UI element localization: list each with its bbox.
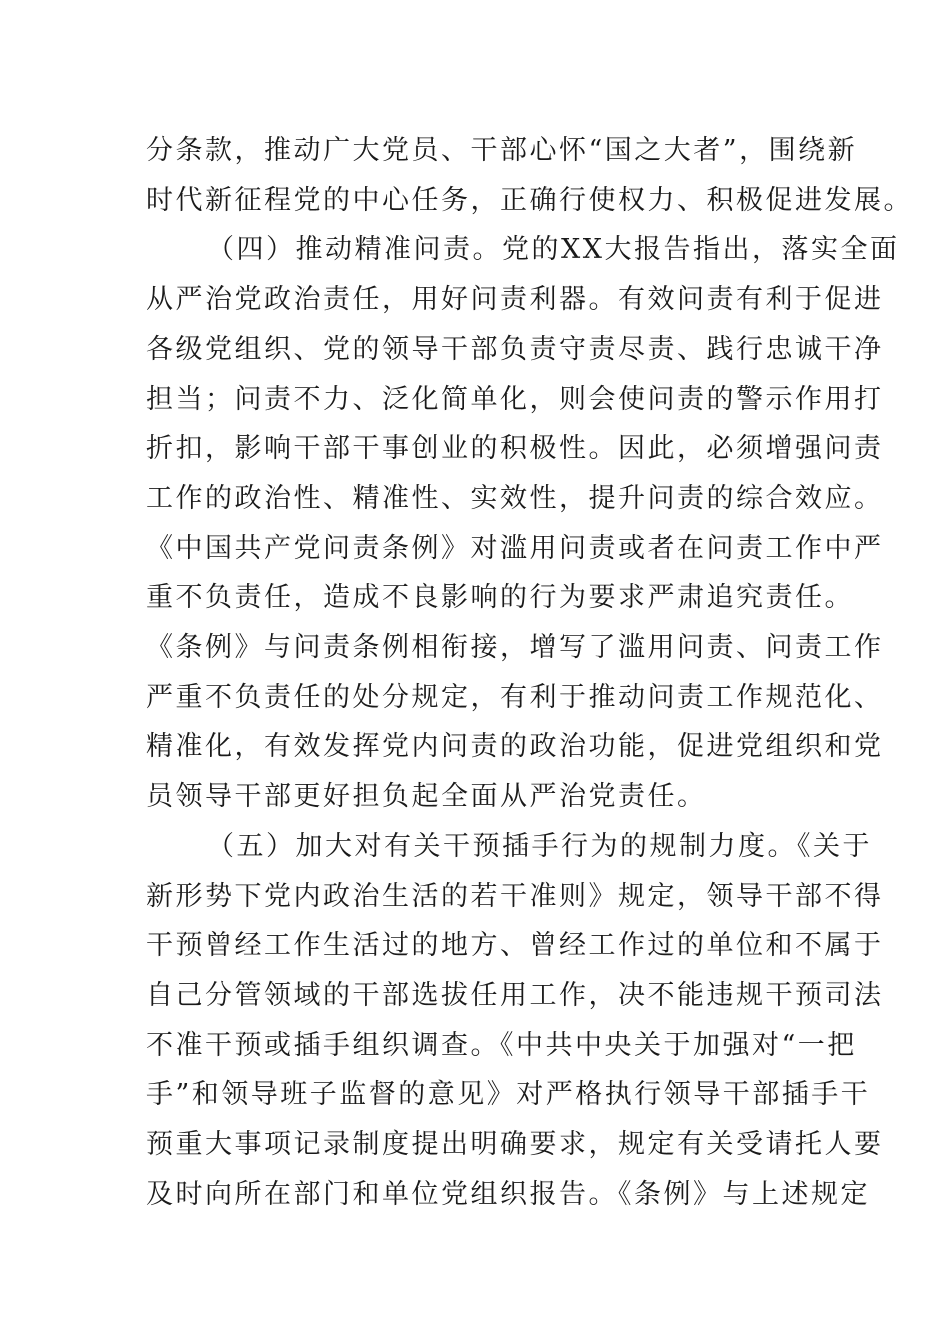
text-line: 担当；问责不力、泛化简单化，则会使问责的警示作用打: [146, 383, 884, 415]
text-line: 时代新征程党的中心任务，正确行使权力、积极促进发展。: [146, 184, 913, 216]
text-line: 重不负责任，造成不良影响的行为要求严肃追究责任。: [146, 582, 854, 614]
text-line: 各级党组织、党的领导干部负责守责尽责、践行忠诚干净: [146, 333, 884, 365]
text-line: 严重不负责任的处分规定，有利于推动问责工作规范化、: [146, 681, 884, 713]
text-line: 从严治党政治责任，用好问责利器。有效问责有利于促进: [146, 284, 884, 316]
paragraph-start-line: （五）加大对有关干预插手行为的规制力度。《关于: [207, 830, 872, 862]
text-line: 自己分管领域的干部选拔任用工作，决不能违规干预司法: [146, 979, 884, 1011]
text-line: 手”和领导班子监督的意见》对严格执行领导干部插手干: [146, 1079, 871, 1111]
text-line: 折扣，影响干部干事创业的积极性。因此，必须增强问责: [146, 433, 884, 465]
text-line: 及时向所在部门和单位党组织报告。《条例》与上述规定: [146, 1178, 870, 1210]
paragraph-start-line: （四）推动精准问责。党的XX大报告指出，落实全面: [207, 234, 900, 266]
text-line: 《中国共产党问责条例》对滥用问责或者在问责工作中严: [146, 532, 884, 564]
text-line: 干预曾经工作生活过的地方、曾经工作过的单位和不属于: [146, 930, 884, 962]
text-line: 员领导干部更好担负起全面从严治党责任。: [146, 781, 707, 813]
text-line: 《条例》与问责条例相衔接，增写了滥用问责、问责工作: [146, 632, 884, 664]
text-line: 预重大事项记录制度提出明确要求，规定有关受请托人要: [146, 1129, 884, 1161]
body-text: [146, 126, 913, 1219]
text-line: 工作的政治性、精准性、实效性，提升问责的综合效应。: [146, 482, 884, 514]
text-line: 不准干预或插手组织调查。《中共中央关于加强对“一把: [146, 1029, 857, 1061]
text-line: 新形势下党内政治生活的若干准则》规定，领导干部不得: [146, 880, 884, 912]
text-line: 分条款，推动广大党员、干部心怀“国之大者”，围绕新: [146, 135, 858, 166]
text-line: 精准化，有效发挥党内问责的政治功能，促进党组织和党: [146, 731, 884, 763]
